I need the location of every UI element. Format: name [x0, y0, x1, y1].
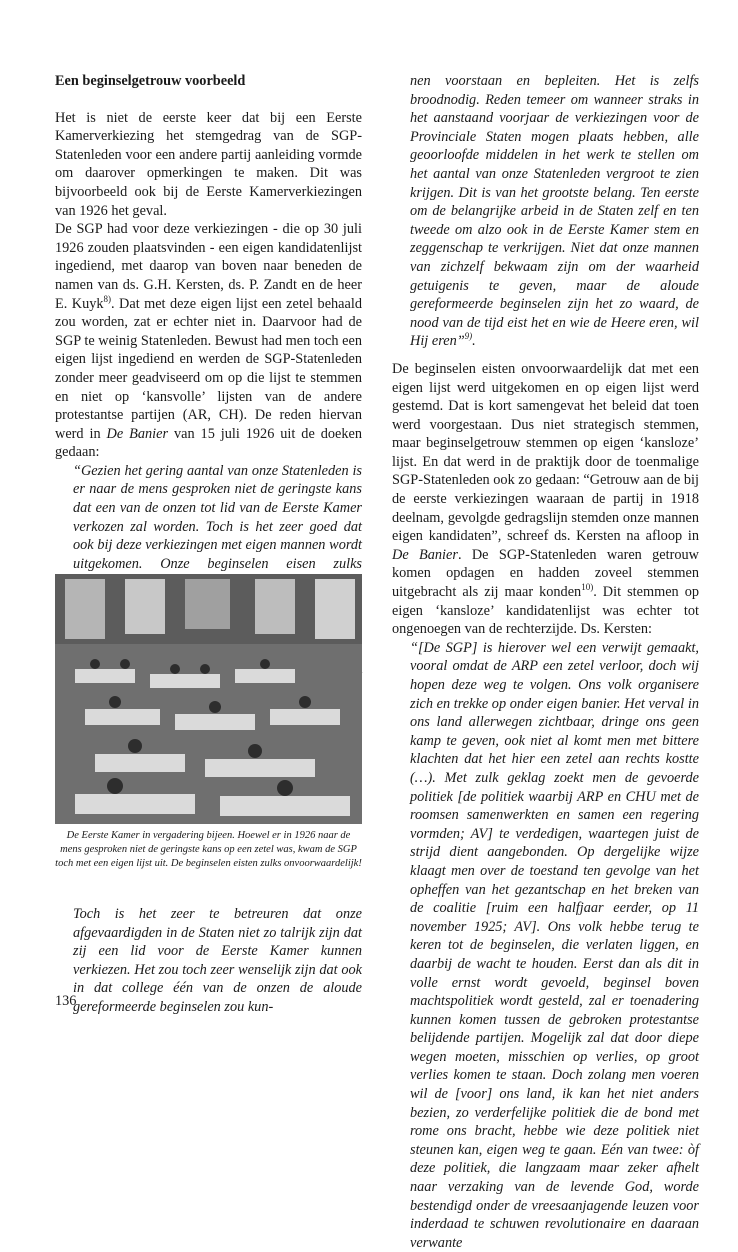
footnote-ref: 9): [464, 331, 473, 342]
text-run: De SGP had voor deze verkiezingen - die op 30 juli 1926 zouden plaatsvinden - een eigen kandidatenlijst ingediend, met daarop van boven naar beneden de namen van ds. G.H. Kersten, ds. P. Zandt en de heer E. Kuyk: [55, 221, 362, 312]
text-run: . De SGP-Statenleden waren getrouw komen opdagen en hadden zoveel stemmen uitgebracht als zij maar konden: [392, 546, 700, 601]
text-run: nen voorstaan en bepleiten. Het is zelfs broodnodig. Reden temeer om wanneer straks in het aanstaand voorjaar de verkiezingen voor de Provinciale Staten mogen plaats hebben, alle geoorloofde middelen in het werk te stellen om het aantal van onze Statenleden vergroot te zien krijgen. Dit is van het grootste belang. Ten eerste om de belangrijke arbeid in de Staten zelf en ten tweede om alzo ook in de Eerste Kamer stem en zeggenschap te verkrijgen. Niet dat onze mannen van zichzelf bekwaam zijn om der waarheid getuigenis te geven, maar de aloude gereformeerde beginselen zijn het zo waard, de nood van de tijd eist het en wie de Heere eren, wil Hij eren”: [410, 73, 699, 350]
left-column-bottom: [55, 905, 362, 1017]
block-quote: Toch is het zeer te betreuren dat onze afgevaardigden in de Staten niet zo talrijk zijn dat zij een lid voor de Eerste Kamer kunnen verkiezen. Het zou toch zeer wenselijk zijn dat ook in dat college één van de onzen de aloude gereformeerde beginselen zou kun-: [73, 906, 362, 1015]
block-quote: [392, 72, 699, 351]
block-quote: “Gezien het gering aantal van onze Statenleden is er naar de mens gesproken niet de geringste kans dat een van de onzen tot lid van de Eerste Kamer verkozen zal worden. Toch is het zeer goed dat ook bij deze verkiezingen met eigen mannen wordt uitgekomen. Onze beginselen eisen zulks: [73, 462, 362, 572]
text-run: . Dat met deze eigen lijst een zetel behaald zou worden, zat er echter niet in. Daarvoor had de SGP te weinig Statenleden. Bewust had men toch een eigen lijst ingediend en werden de SGP-Statenleden zonder meer geadviseerd om op die lijst te stemmen en niet op ‘kansvolle’ lijsten van de andere protestantse partijen (AR, CH). De reden hiervan werd in: [55, 295, 362, 442]
right-column: [392, 72, 699, 1252]
text-run: . Dit stemmen op eigen ‘kansloze’ kandidatenlijst was echter tot ongenoegen van de rechterzijde. Ds. Kersten:: [392, 584, 700, 638]
footnote-ref: 10): [581, 582, 594, 593]
photo-caption: De Eerste Kamer in vergadering bijeen. Hoewel er in 1926 naar de mens gesproken niet de geringste kans op een zetel was, kwam de SGP toch met een eigen lijst uit. De beginselen eisten zulks onvoorwaardelijk!: [55, 830, 362, 869]
chamber-photo-illustration: [55, 574, 362, 824]
paragraph: [392, 360, 699, 639]
paragraph: Het is niet de eerste keer dat bij een Eerste Kamerverkiezing het stemgedrag van de SGP-Statenleden voor een andere partij aanleiding vormde om daarover opmerkingen te maken. Dit was bijvoorbeeld ook bij de Eerste Kamerverkiezingen van 1926 het geval.: [55, 109, 362, 219]
block-quote: “[De SGP] is hierover wel een verwijt gemaakt, vooral omdat de ARP een zetel verloor, doch wij hopen deze weg te volgen. Ons volk organisere zich en trekke op onder eigen banier. Het verval in ons land allerwegen zichtbaar, dringe ons geen kamp te geven, ook niet al komt men met bittere klachten dat het hier een zetel aan rechts kostte (…). Met zulk geklag zoekt men de gevoerde politiek [de politiek waarbij ARP en CHU met de roomsen samenwerkten en samen een regering vormden; AV] te verdedigen, waartegen juist de strijd dient aangebonden. Op dergelijke wijze klaagt men over de toestand ten gevolge van het opheffen van het gezantschap en het breken van de coalitie [ruim een halfjaar eerder, op 11 november 1925; AV]. Ons volk hebbe terug te keren tot de beginselen, die verlaten liggen, en daarbij de wacht te houden. Eerst dan als dit in volle ernst wordt gevoeld, beginsel boven machtspolitiek wordt gesteld, zal er toenadering kunnen komen tussen de gebroken protestantse belijdende partijen. Mogelijk zal dat door diepe wegen moeten, misschien op verlies, op groot verlies komen te staan. Doch zolang men voeren wil de [voor] ons land, ik kan het niet anders bezien, zo verderfelijke politiek die de bond met rome ons bracht, hebbe wie deze politiek niet steunen kan, eigen weg te gaan. Eén van twee: òf deze politiek, die langzaam maar zeker afhelt naar verzaking van de levende God, worde bestendigd onder de vreesaanjagende leuzen voor inderdaad te schuwen revolutionaire en daaraan verwante: [410, 639, 699, 1251]
senate-photo: [55, 574, 362, 824]
text-run: van 15 juli 1926 uit de doeken gedaan:: [55, 425, 362, 461]
page-number: 136: [55, 993, 77, 1009]
text-run: De beginselen eisten onvoorwaardelijk dat met een eigen lijst werd uitgekomen en op eigen lijst werd gestemd. Dat is kort samengevat het beleid dat toen werd voorgestaan. Dus niet strategisch stemmen, maar beginselgetrouw stemmen op eigen ‘kansloze’ lijst. En dat werd in de praktijk door de toenmalige SGP-Statenleden ook zo gedaan: “Getrouw aan de bij de eerste verkiezingen waaraan de partij in 1918 deelnam, gevolgde gedragslijn stemden onze mannen eigen kandidaten”, schreef ds. Kersten na afloop in: [392, 360, 699, 545]
publication-title: De Banier: [392, 546, 458, 563]
section-heading: Een beginselgetrouw voorbeeld: [55, 73, 246, 89]
publication-title: De Banier: [106, 425, 169, 442]
text-run: .: [472, 333, 476, 350]
paragraph: [55, 220, 362, 462]
footnote-ref: 8): [103, 293, 112, 304]
